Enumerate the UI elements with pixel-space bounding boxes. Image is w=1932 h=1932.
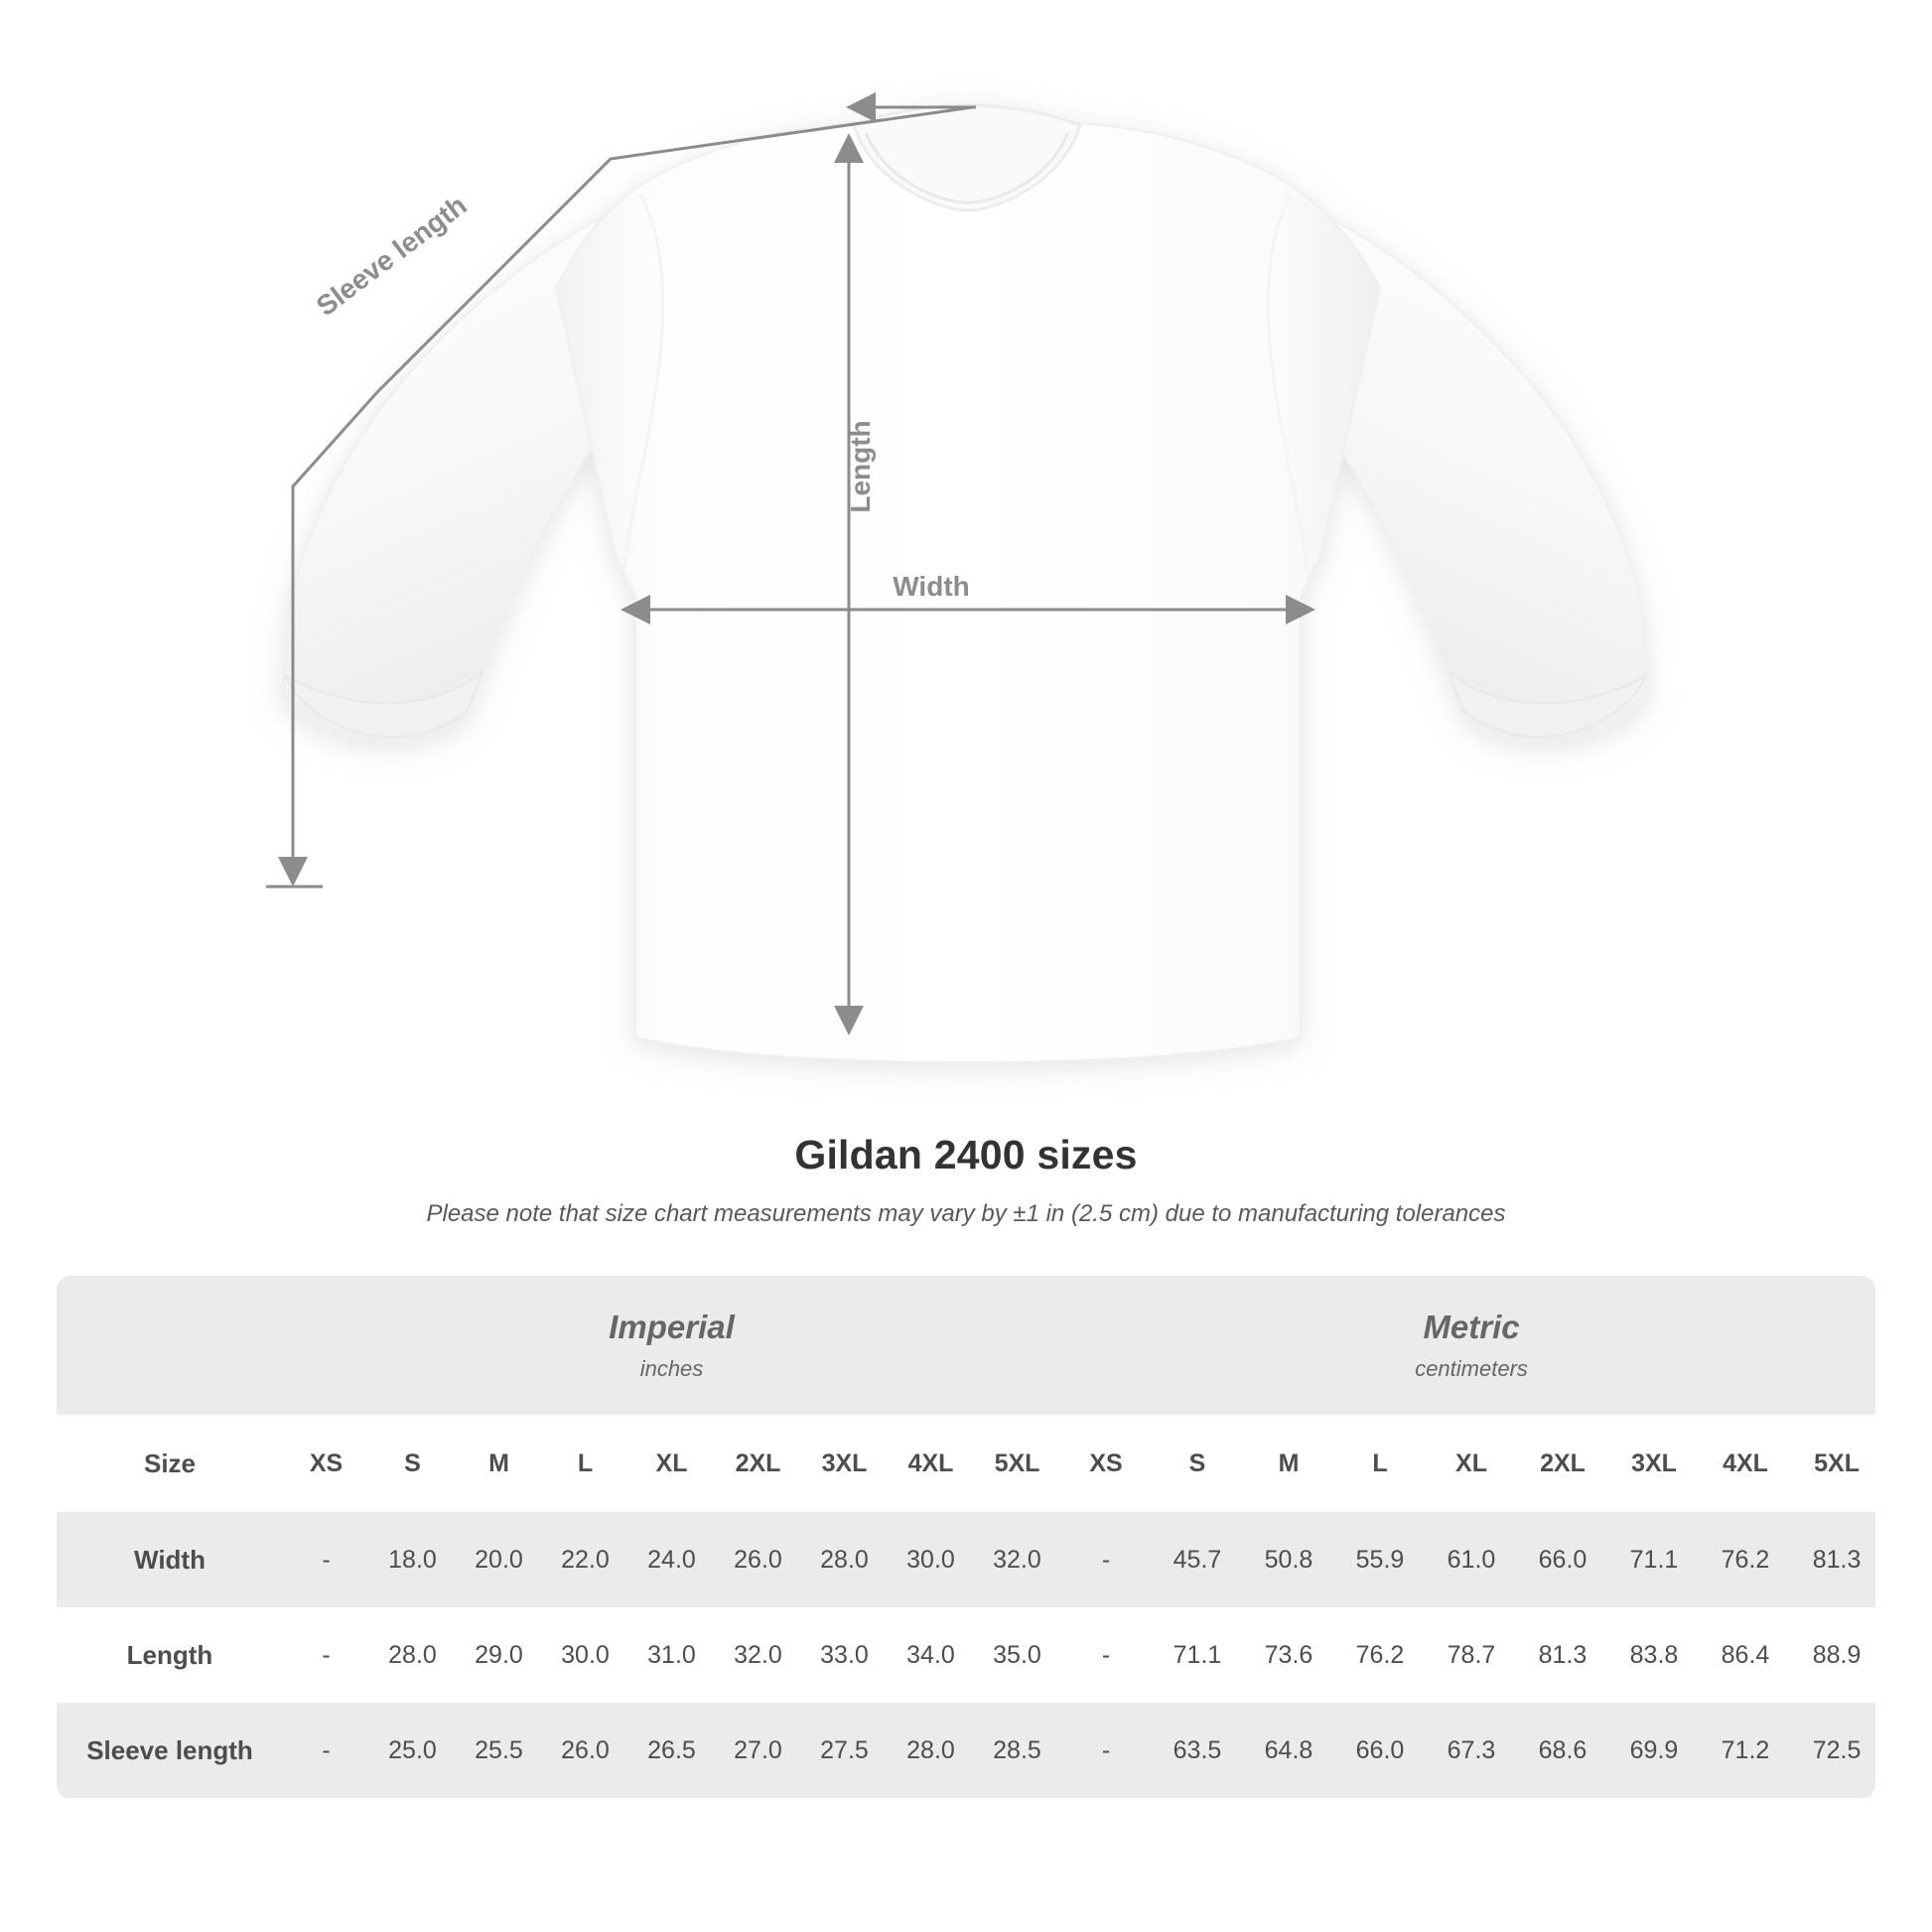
- cell-length-imperial-s: 28.0: [369, 1608, 456, 1704]
- cell-sleeve-metric-xs: -: [1060, 1704, 1152, 1799]
- cell-sleeve-metric-m: 64.8: [1243, 1704, 1334, 1799]
- cell-length-imperial-3xl: 33.0: [801, 1608, 888, 1704]
- page-subtitle: Please note that size chart measurements may vary by ±1 in (2.5 cm) due to manufacturing tolerances: [426, 1200, 1506, 1227]
- size-header-imperial-3xl: 3XL: [801, 1415, 888, 1513]
- cell-sleeve-metric-s: 63.5: [1152, 1704, 1243, 1799]
- row-label-length: Length: [57, 1608, 283, 1704]
- size-header-row: [57, 1415, 1875, 1513]
- cell-width-imperial-xl: 24.0: [628, 1513, 715, 1608]
- table-row: [57, 1704, 1875, 1799]
- cell-sleeve-metric-2xl: 68.6: [1517, 1704, 1608, 1799]
- size-header-metric-5xl: 5XL: [1791, 1415, 1875, 1513]
- table-row: [57, 1513, 1875, 1608]
- size-header-metric-s: S: [1152, 1415, 1243, 1513]
- unit-group-imperial-name: Imperial: [609, 1309, 735, 1345]
- cell-width-imperial-3xl: 28.0: [801, 1513, 888, 1608]
- size-header-imperial-m: M: [456, 1415, 542, 1513]
- size-header-imperial-xs: XS: [283, 1415, 369, 1513]
- unit-group-imperial: [283, 1276, 1060, 1415]
- cell-length-metric-5xl: 88.9: [1791, 1608, 1875, 1704]
- cell-length-metric-2xl: 81.3: [1517, 1608, 1608, 1704]
- cell-width-metric-5xl: 81.3: [1791, 1513, 1875, 1608]
- cell-length-imperial-5xl: 35.0: [974, 1608, 1060, 1704]
- cell-sleeve-metric-5xl: 72.5: [1791, 1704, 1875, 1799]
- size-header-metric-3xl: 3XL: [1608, 1415, 1700, 1513]
- cell-length-metric-xs: -: [1060, 1608, 1152, 1704]
- cell-sleeve-imperial-5xl: 28.5: [974, 1704, 1060, 1799]
- cell-width-imperial-5xl: 32.0: [974, 1513, 1060, 1608]
- size-header-imperial-2xl: 2XL: [715, 1415, 801, 1513]
- size-header-metric-xs: XS: [1060, 1415, 1152, 1513]
- size-header-metric-2xl: 2XL: [1517, 1415, 1608, 1513]
- cell-length-imperial-xs: -: [283, 1608, 369, 1704]
- cell-width-metric-3xl: 71.1: [1608, 1513, 1700, 1608]
- size-header-metric-m: M: [1243, 1415, 1334, 1513]
- size-header-imperial-l: L: [542, 1415, 628, 1513]
- size-header-imperial-s: S: [369, 1415, 456, 1513]
- cell-sleeve-metric-xl: 67.3: [1426, 1704, 1517, 1799]
- label-sleeve-length: Sleeve length: [310, 189, 473, 323]
- cell-sleeve-imperial-s: 25.0: [369, 1704, 456, 1799]
- cell-length-metric-xl: 78.7: [1426, 1608, 1517, 1704]
- cell-length-imperial-l: 30.0: [542, 1608, 628, 1704]
- cell-width-imperial-xs: -: [283, 1513, 369, 1608]
- cell-sleeve-imperial-l: 26.0: [542, 1704, 628, 1799]
- row-label-width: Width: [57, 1513, 283, 1608]
- cell-width-metric-xl: 61.0: [1426, 1513, 1517, 1608]
- cell-sleeve-metric-4xl: 71.2: [1700, 1704, 1791, 1799]
- cell-length-metric-4xl: 86.4: [1700, 1608, 1791, 1704]
- unit-group-metric-sub: centimeters: [1415, 1356, 1528, 1381]
- cell-width-imperial-4xl: 30.0: [888, 1513, 974, 1608]
- cell-length-metric-3xl: 83.8: [1608, 1608, 1700, 1704]
- cell-length-imperial-2xl: 32.0: [715, 1608, 801, 1704]
- size-header-imperial-5xl: 5XL: [974, 1415, 1060, 1513]
- chart-header: [0, 1132, 1932, 1228]
- cell-width-imperial-s: 18.0: [369, 1513, 456, 1608]
- cell-length-metric-l: 76.2: [1334, 1608, 1426, 1704]
- cell-width-metric-2xl: 66.0: [1517, 1513, 1608, 1608]
- cell-width-imperial-m: 20.0: [456, 1513, 542, 1608]
- cell-length-imperial-m: 29.0: [456, 1608, 542, 1704]
- label-length: Length: [845, 420, 876, 513]
- cell-width-metric-4xl: 76.2: [1700, 1513, 1791, 1608]
- size-header-imperial-xl: XL: [628, 1415, 715, 1513]
- table-row: [57, 1608, 1875, 1704]
- cell-width-metric-s: 45.7: [1152, 1513, 1243, 1608]
- cell-length-metric-m: 73.6: [1243, 1608, 1334, 1704]
- size-chart-table: [57, 1276, 1875, 1799]
- size-header-metric-l: L: [1334, 1415, 1426, 1513]
- page-title: Gildan 2400 sizes: [794, 1132, 1138, 1177]
- cell-sleeve-metric-l: 66.0: [1334, 1704, 1426, 1799]
- size-header-metric-xl: XL: [1426, 1415, 1517, 1513]
- table-corner: [57, 1276, 283, 1415]
- size-header-label: Size: [57, 1415, 283, 1513]
- unit-header-row: [57, 1276, 1875, 1415]
- cell-width-metric-l: 55.9: [1334, 1513, 1426, 1608]
- size-header-imperial-4xl: 4XL: [888, 1415, 974, 1513]
- unit-group-imperial-sub: inches: [639, 1356, 704, 1381]
- cell-width-metric-m: 50.8: [1243, 1513, 1334, 1608]
- cell-sleeve-imperial-4xl: 28.0: [888, 1704, 974, 1799]
- cell-width-imperial-l: 22.0: [542, 1513, 628, 1608]
- cell-sleeve-imperial-xl: 26.5: [628, 1704, 715, 1799]
- unit-group-metric: [1060, 1276, 1875, 1415]
- cell-sleeve-metric-3xl: 69.9: [1608, 1704, 1700, 1799]
- cell-width-imperial-2xl: 26.0: [715, 1513, 801, 1608]
- cell-length-imperial-xl: 31.0: [628, 1608, 715, 1704]
- cell-sleeve-imperial-3xl: 27.5: [801, 1704, 888, 1799]
- cell-length-imperial-4xl: 34.0: [888, 1608, 974, 1704]
- cell-sleeve-imperial-2xl: 27.0: [715, 1704, 801, 1799]
- label-width: Width: [893, 571, 970, 602]
- size-header-metric-4xl: 4XL: [1700, 1415, 1791, 1513]
- cell-length-metric-s: 71.1: [1152, 1608, 1243, 1704]
- cell-sleeve-imperial-m: 25.5: [456, 1704, 542, 1799]
- cell-sleeve-imperial-xs: -: [283, 1704, 369, 1799]
- unit-group-metric-name: Metric: [1423, 1309, 1520, 1345]
- cell-width-metric-xs: -: [1060, 1513, 1152, 1608]
- row-label-sleeve-length: Sleeve length: [57, 1704, 283, 1799]
